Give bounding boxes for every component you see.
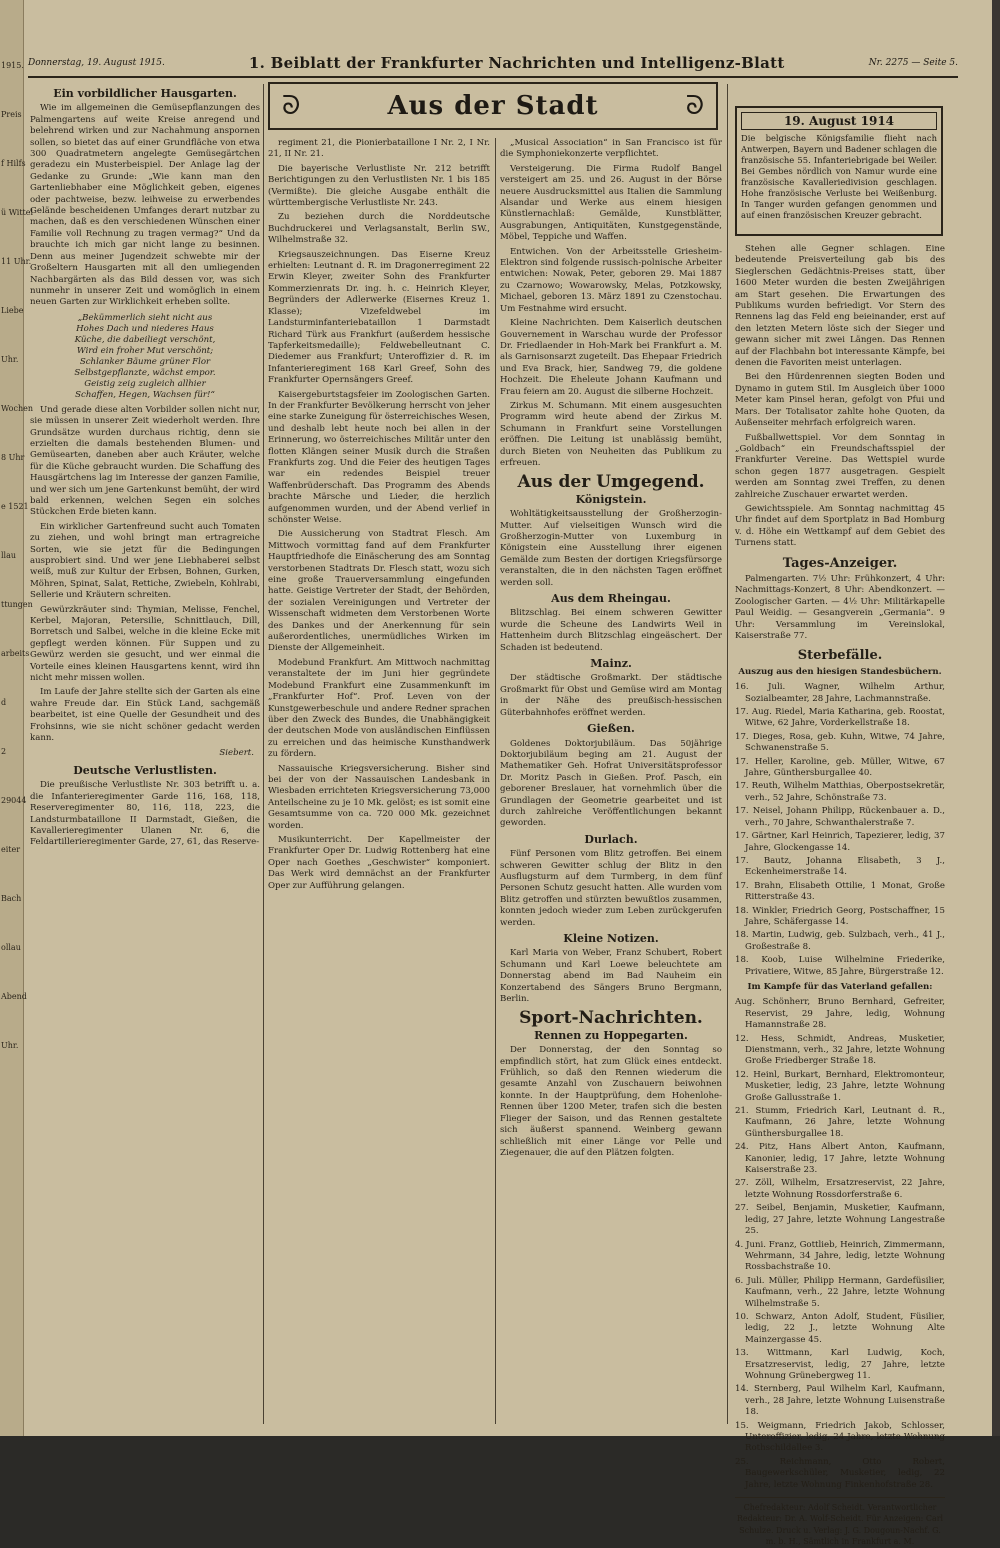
paragraph: Der Donnerstag, der den Sonntag so empfindlich stört, hat zum Glück eines entdeckt. Frühlich, so daß den Rennen wiederum die gesamte Anzahl von Zuschauern beiwohnen konnte. In der Hauptprüfung, dem Hohenlohe-Rennen über 1200 Meter, trafen sich die besten Flieger der Saison, und das Rennen gestaltete sich äußerst spannend. Weinberg gewann schließlich mit einer Länge vor Pelle und Ziegenauer, die auf den Plätzen folgten. — [500, 1045, 722, 1158]
subheading: Gießen. — [587, 722, 635, 736]
paragraph: Wohltätigkeitsausstellung der Großherzogin-Mutter. Auf vielseitigen Wunsch wird die Großherzogin-Mutter von Luxemburg in Königstein eine Ausstellung ihrer eigenen Gemälde zum Besten der dortigen Kriegsfürsorge veranstalten, die in den nächsten Tagen eröffnet werden soll. — [500, 509, 722, 588]
list-item: 12. Heinl, Burkart, Bernhard, Elektromonteur, Musketier, ledig, 23 Jahre, letzte Wohnung Große Gallusstraße 1. — [735, 1069, 945, 1103]
list-item: 17. Gärtner, Karl Heinrich, Tapezierer, ledig, 37 Jahre, Glockengasse 14. — [735, 831, 945, 853]
list-item: 27. Zöll, Wilhelm, Ersatzreservist, 22 Jahre, letzte Wohnung Rossdorferstraße 6. — [735, 1178, 945, 1200]
paragraph: Im Laufe der Jahre stellte sich der Garten als eine wahre Freude dar. Ein Stück Land, sachgemäß bearbeitet, ist eine Quelle der Gesundheit und des Frohsinns, wie sie nicht schöner gedacht werden kann. — [30, 687, 260, 744]
paragraph: Gewichtsspiele. Am Sonntag nachmittag 45 Uhr findet auf dem Sportplatz in Bad Homburg v. d. Höhe ein Wettkampf auf dem Gebiet des Turnens statt. — [735, 503, 945, 549]
list-item: Aug. Schönherr, Bruno Bernhard, Gefreiter, Reservist, 29 Jahre, ledig, Wohnung Hamannstraße 28. — [735, 997, 945, 1031]
page-header — [28, 50, 958, 78]
strip-text: 2 — [1, 747, 7, 756]
anniversary-date: 19. August 1914 — [741, 112, 937, 130]
paragraph: Ein wirklicher Gartenfreund sucht auch Tomaten zu ziehen, und wohl bringt man ertragreiche Sorten, wie sie jetzt für die Bedingungen ausprobiert sind. Und wer jene Liebhaberei selbst weiß, muß zur Kultur der Erbsen, Bohnen, Gurken, Möhren, Spinat, Salat, Rettiche, Zwiebeln, Kohlrabi, Sellerie und Kräutern schreiten. — [30, 521, 260, 601]
list-item: 15. Weigmann, Friedrich Jakob, Schlosser, Unteroffizier, ledig, 24 Jahre, letzte Wohnung Rothschildallee 3. — [735, 1420, 945, 1454]
paragraph: Karl Maria von Weber, Franz Schubert, Robert Schumann und Karl Loewe beleuchtete am Donnerstag abend im Bad Nauheim ein Konzertabend des Sängers Bruno Bergmann, Berlin. — [500, 948, 722, 1005]
anniversary-text: Die belgische Königsfamilie flieht nach Antwerpen, Bayern und Badener schlagen die französische 55. Infanteriebrigade bei Weiler. Bei Gembes nördlich von Namur wurde eine französische Kavalleriedivision geschlagen. Hohe französische Verluste bei Weißenburg. In Tanger wurden gefangen genommen und auf einen französischen Kreuzer gebracht. — [741, 133, 937, 220]
strip-text: eiter — [1, 845, 21, 854]
page-edge — [992, 0, 1000, 1436]
list-item: 21. Stumm, Friedrich Karl, Leutnant d. R., Kaufmann, 26 Jahre, letzte Wohnung Günthersburgallee 18. — [735, 1106, 945, 1139]
strip-text: f Hilfs — [1, 159, 26, 168]
anniversary-box — [735, 106, 943, 236]
column-4 — [735, 244, 945, 1547]
list-item: 6. Juli. Müller, Philipp Hermann, Gardefüsilier, Kaufmann, verh., 22 Jahre, letzte Wohnung Wilhelmstraße 5. — [735, 1275, 945, 1309]
list-item: 18. Martin, Ludwig, geb. Sulzbach, verh., 41 J., Großestraße 8. — [735, 930, 945, 952]
list-item: 17. Reuth, Wilhelm Matthias, Oberpostsekretär, verh., 52 Jahre, Schönstraße 73. — [735, 781, 945, 803]
ornament-icon: ᘐ — [282, 90, 301, 121]
poem — [30, 313, 260, 401]
list-item: 10. Schwarz, Anton Adolf, Student, Füsilier, ledig, 22 J., letzte Wohnung Alte Mainzergasse 45. — [735, 1311, 945, 1345]
strip-text: Bach — [1, 894, 22, 903]
section-banner — [268, 82, 718, 130]
list-item: 17. Heller, Karoline, geb. Müller, Witwe, 67 Jahre, Günthersburgallee 40. — [735, 756, 945, 779]
paragraph: Der städtische Großmarkt. Der städtische Großmarkt für Obst und Gemüse wird am Montag in der Nähe des preußisch-hessischen Güterbahnhofes eröffnet werden. — [500, 673, 722, 718]
poem-line: Schlanker Bäume grüner Flor — [79, 356, 211, 367]
list-item: 18. Koob, Luise Wilhelmine Friederike, Privatiere, Witwe, 85 Jahre, Bürgerstraße 12. — [735, 955, 945, 977]
poem-line: Selbstgepflanzte, wächst empor. — [74, 367, 216, 378]
subheading: Durlach. — [584, 832, 638, 846]
strip-text: Uhr. — [1, 355, 19, 364]
fallen-list — [735, 997, 945, 1491]
death-list — [735, 682, 945, 978]
paragraph: Die bayerische Verlustliste Nr. 212 betrifft Berichtigungen zu den Verlustlisten Nr. 1 bis 185 (Vermißte). Die gleiche Ausgabe enthält die württembergische Verlustliste Nr. 243. — [268, 163, 490, 209]
header-date: Donnerstag, 19. August 1915. — [28, 58, 165, 68]
paragraph: Nassauische Kriegsversicherung. Bisher sind bei der von der Nassauischen Landesbank in Wiesbaden errichteten Kriegsversicherung 73,000 Anteilscheine zu je 10 Mk. gelöst; es ist somit eine Gesamtsumme von ca. 720 000 Mk. gezeichnet worden. — [268, 763, 490, 831]
list-item: 14. Sternberg, Paul Wilhelm Karl, Kaufmann, verh., 28 Jahre, letzte Wohnung Luisenstraße 18. — [735, 1384, 945, 1418]
list-item: 17. Bautz, Johanna Elisabeth, 3 J., Eckenheimerstraße 14. — [735, 855, 945, 878]
list-item: 25. Reichmann, Otto Robert, Baugewerkschüler, Musketier, ledig, 22 Jahre, letzte Wohnung Finkenhofstraße 28. — [735, 1456, 945, 1490]
ornament-icon: ᘐ — [685, 90, 704, 121]
header-page-number: Nr. 2275 — Seite 5. — [868, 58, 958, 68]
section-heading: Sport-Nachrichten. — [519, 1008, 703, 1029]
strip-text: 1915. — [1, 61, 24, 70]
subheading: Rennen zu Hoppegarten. — [534, 1028, 688, 1042]
strip-text: ttungen — [1, 600, 33, 609]
strip-text: 8 Uhr — [1, 453, 25, 462]
strip-text: ollau — [1, 943, 21, 952]
paragraph: Kleine Nachrichten. Dem Kaiserlich deutschen Gouvernement in Warschau wurde der Professor Dr. Friedlaender in Hoh-Mark bei Frankfurt a. M. als Garnisonsarzt zugeteilt. Das Ehepaar Friedrich und Eva Brack, hier, Sandweg 79, die goldene Hochzeit. Die Eheleute Johann Kaufmann und Frau feiern am 20. August die silberne Hochzeit. — [500, 318, 722, 397]
strip-text: Liebe — [1, 306, 24, 315]
poem-line: Hohes Dach und niederes Haus — [76, 323, 214, 334]
strip-text: e 1521 — [1, 502, 29, 511]
strip-text: d — [1, 698, 7, 707]
paragraph: Wie im allgemeinen die Gemüsepflanzungen des Palmengartens auf weite Kreise anregend und belehrend wirken und zur Nachahmung anspornen sollen, so bietet das auf einer Grundfläche von etwa 300 Quadratmetern angelegte Gemüsegärtchen geradezu ein Musterbeispiel. Der Anlage lag der Gedanke zu Grunde: „Wie kann man den Gartenliebhaber eine Möglichkeit geben, eigenes oder pachtweise, bezw. leihweise zu erwerbendes Gelände bescheidenen Umfanges derart nutzbar zu machen, daß es den verschiedenen Wünschen einer Familie voll Rechnung zu tragen vermag?“ Und da brauchte ich mich gar nicht lange zu besinnen. Denn aus meiner Jugendzeit schwebte mir der Großeltern Hausgarten mit all den umliegenden Nachbargärten als das Bild dessen vor, was sich nunmehr in unserer Zeit und womöglich in einem neuen Garten zur Wirklichkeit erheben sollte. — [30, 103, 260, 308]
list-item: 13. Wittmann, Karl Ludwig, Koch, Ersatzreservist, ledig, 27 Jahre, letzte Wohnung Grünebergweg 11. — [735, 1348, 945, 1381]
paragraph: Versteigerung. Die Firma Rudolf Bangel versteigert am 25. und 26. August in der Börse neuere Ausdrucksmittel aus Italien die Sammlung Alsandar und Werke aus einem hiesigen Künstlernachlaß: Gemälde, Kunstblätter, Ausgrabungen, Antiquitäten, Kunstgegenstände, Möbel, Teppiche und Waffen. — [500, 163, 722, 243]
article-heading: Ein vorbildlicher Hausgarten. — [53, 87, 237, 100]
paragraph: Fünf Personen vom Blitz getroffen. Bei einem schweren Gewitter schlug der Blitz in den Ausflugsturm auf dem Turmberg, in dem fünf Personen Schutz gesucht hatten. Alle wurden vom Blitz getroffen und stürzten bewußtlos zusammen, konnten jedoch wieder zum Leben zurückgerufen werden. — [500, 849, 722, 928]
column-2 — [268, 138, 490, 1424]
paragraph: Bei den Hürdenrennen siegten Boden und Dynamo in gutem Stil. Im Ausgleich über 1000 Meter kam Pinsel heran, gefolgt von Pfui und Mars. Der Totalisator zahlte hohe Quoten, da Außenseiter mehrfach erfolgreich waren. — [735, 372, 945, 429]
adjacent-page-strip — [0, 0, 34, 1436]
subheading: Kleine Notizen. — [563, 932, 659, 945]
strip-text: llau — [1, 551, 17, 560]
poem-line: Wird ein froher Mut verschönt; — [76, 345, 214, 356]
header-title: 1. Beiblatt der Frankfurter Nachrichten und Intelligenz-Blatt — [248, 54, 785, 72]
subheading: Auszug aus den hiesigen Standesbüchern. — [738, 666, 942, 677]
strip-text: ü Wittel — [1, 208, 34, 217]
column-rule — [727, 84, 728, 1424]
paragraph: Die Aussicherung von Stadtrat Flesch. Am Mittwoch vormittag fand auf dem Frankfurter Hauptfriedhofe die Einäscherung des am Sonntag verstorbenen Stadtrats Dr. Flesch statt, wozu sich eine große Trauerversammlung eingefunden hatte. Geistige Vertreter der Stadt, der Behörden, der sozialen Vereinigungen und Vertreter der Wissenschaft widmeten dem Verstorbenen Worte des Dankes und der Anerkennung für sein außerordentliches, unermüdliches Wirken im Dienste der Allgemeinheit. — [268, 529, 490, 654]
paragraph: Die preußische Verlustliste Nr. 303 betrifft u. a. die Infanterieregimenter Garde 116, 168, 118, Reserveregimenter 80, 116, 118, 223, die Landsturmbataillone II Darmstadt, Gießen, die Kavallerieregimenter Ulanen Nr. 6, die Feldartillerieregimenter Garde, 27, 61, das Reserve- — [30, 780, 260, 848]
paragraph: Und gerade diese alten Vorbilder sollen nicht nur, sie müssen in unserer Zeit wiederholt werden. Ihre Grundsätze wurden durchaus richtig, denn sie erzielten die damals bestehenden Blumen- und Gemüsearten, daneben aber auch Kräuter, welche für die Küche gebraucht wurden. Die Schaffung des Hausgärtchens lag im Interesse der ganzen Familie, und wer sich um jene Gartenkunst bemüht, der wird bald erkennen, welchen Segen ein solches Stückchen Erde bieten kann. — [30, 404, 260, 518]
paragraph: „Musical Association“ in San Francisco ist für die Symphoniekonzerte verpflichtet. — [500, 138, 722, 160]
subheading: Königstein. — [575, 492, 647, 506]
strip-text: arbeits — [1, 649, 30, 658]
list-item: 12. Hess, Schmidt, Andreas, Musketier, Dienstmann, verh., 32 Jahre, letzte Wohnung Große Friedberger Straße 18. — [735, 1033, 945, 1067]
paragraph: Musikunterricht. Der Kapellmeister der Frankfurter Oper Dr. Ludwig Rottenberg hat eine Oper nach Goethes „Geschwister“ komponiert. Das Werk wird demnächst an der Frankfurter Oper zur Aufführung gelangen. — [268, 834, 490, 891]
strip-text: Preis — [1, 110, 22, 119]
column-rule — [263, 84, 264, 1424]
paragraph: Zirkus M. Schumann. Mit einem ausgesuchten Programm wird heute abend der Zirkus M. Schumann in Frankfurt seine Vorstellungen eröffnen. Die Leitung ist unablässig bemüht, durch Bieten von Neuheiten das Publikum zu erfreuen. — [500, 400, 722, 468]
column-3 — [500, 138, 722, 1424]
list-item: 4. Juni. Franz, Gottlieb, Heinrich, Zimmermann, Wehrmann, 34 Jahre, ledig, letzte Wohnung Rossbachstraße 10. — [735, 1239, 945, 1273]
paragraph: Gewürzkräuter sind: Thymian, Melisse, Fenchel, Kerbel, Majoran, Petersilie, Schnittlauch, Dill, Borretsch und Salbei, welche in die kleine Ecke mit gepflegt werden können. Für Suppen und zu Gewürz werden sie gesucht, und wer einmal die Vorteile eines kleinen Hausgartens kennt, wird ihn nicht mehr missen wollen. — [30, 604, 260, 684]
paragraph: Fußballwettspiel. Vor dem Sonntag in „Goldbach“ ein Freundschaftsspiel der Frankfurter Vereine. Das Wettspiel wurde schon gegen 1877 ausgetragen. Gespielt werden am Sonntag zwei Treffen, zu denen zahlreiche Zuschauer erwartet werden. — [735, 432, 945, 500]
subheading: Im Kampfe für das Vaterland gefallen: — [747, 981, 933, 992]
paragraph: regiment 21, die Pionierbataillone I Nr. 2, I Nr. 21, II Nr. 21. — [268, 138, 490, 160]
list-item: 17. Brahn, Elisabeth Ottilie, 1 Monat, Große Ritterstraße 43. — [735, 880, 945, 903]
paragraph: Stehen alle Gegner schlagen. Eine bedeutende Preisverteilung gab bis des Sieglerschen Gedächtnis-Preises statt, über 1600 Meter wurden die besten Zweijährigen am Start gesehen. Die Erwartungen des Publikums wurden befriedigt. Vor Stern des Rennens lag das Feld eng beieinander, erst auf den letzten Metern löste sich der Sieger und gewann sicher mit zwei Längen. Das Rennen auf der Flachbahn bot interessante Kämpfe, bei denen die Favoriten meist unterlagen. — [735, 244, 945, 369]
paragraph: Entwichen. Von der Arbeitsstelle Griesheim-Elektron sind folgende russisch-polnische Arbeiter entwichen: Nowak, Peter, geboren 29. Mai 1887 zu Czarnowo; Wowarowsky, Melas, Potzkowsky, Michael, geboren 13. März 1891 zu Czenstochau. Um Festnahme wird ersucht. — [500, 246, 722, 314]
section-heading: Sterbefälle. — [797, 648, 883, 664]
paragraph: Goldenes Doktorjubiläum. Das 50jährige Doktorjubiläum beging am 21. August der Mathematiker Geh. Hofrat Universitätsprofessor Dr. Moritz Pasch in Gießen. Prof. Pasch, ein geborener Breslauer, hat vornehmlich über die Grundlagen der Geometrie gearbeitet und ist durch zahlreiche Veröffentlichungen bekannt geworden. — [500, 738, 722, 829]
list-item: 17. Neisel, Johann Philipp, Rückenbauer a. D., verh., 70 Jahre, Schwanthalerstraße 7. — [735, 806, 945, 828]
paragraph: Palmengarten. 7½ Uhr: Frühkonzert, 4 Uhr: Nachmittags-Konzert, 8 Uhr: Abendkonzert. — Zoologischer Garten. — 4½ Uhr: Militärkapelle Paul Weidig. — Gesangverein „Germania“. 9 Uhr: Versammlung im Vereinslokal, Kaiserstraße 77. — [735, 573, 945, 641]
section-title: Aus der Stadt — [387, 91, 599, 121]
strip-text: 29044 — [1, 796, 27, 805]
list-item: 27. Seibel, Benjamin, Musketier, Kaufmann, ledig, 27 Jahre, letzte Wohnung Langestraße 25. — [735, 1203, 945, 1237]
poem-line: „Bekümmerlich sieht nicht aus — [77, 312, 213, 323]
section-heading: Tages-Anzeiger. — [782, 555, 898, 571]
section-heading: Aus der Umgegend. — [517, 472, 705, 493]
article-heading: Deutsche Verlustlisten. — [73, 763, 217, 777]
subheading: Aus dem Rheingau. — [551, 592, 671, 606]
paragraph: Modebund Frankfurt. Am Mittwoch nachmittag veranstaltete der im Juni hier gegründete Modebund Frankfurt eine Zusammenkunft im „Frankfurter Hof“. Prof. Leven von der Kunstgewerbeschule und andere Redner sprachen über den Zweck des Bundes, die Unabhängigkeit der deutschen Mode von ausländischen Einflüssen zu erreichen und das heimische Kunsthandwerk zu fördern. — [268, 657, 490, 760]
subheading: Mainz. — [590, 657, 632, 671]
paragraph: Zu beziehen durch die Norddeutsche Buchdruckerei und Verlagsanstalt, Berlin SW., Wilhelmstraße 32. — [268, 212, 490, 246]
poem-line: Geistig zeig zugleich allhier — [84, 378, 206, 389]
strip-text: Wochen — [1, 404, 34, 413]
list-item: 17. Aug. Riedel, Maria Katharina, geb. Roostat, Witwe, 62 Jahre, Vorderkellstraße 18. — [735, 707, 945, 729]
column-1 — [30, 84, 260, 1424]
list-item: 16. Juli. Wagner, Wilhelm Arthur, Sozialbeamter, 28 Jahre, Lachmannstraße. — [735, 682, 945, 704]
author-signature: Siebert. — [219, 747, 254, 758]
imprint: Chefredakteur: Adolf Scheidt. Verantwortlicher Redakteur: Dr. A. Wolf-Scheidt. Für Anzeigen: Carl Schulze. Druck u. Verlag: J. G. Dougoun-Nachf. G. m. b. H., Sämtlich in Frankfurt a. M. — [735, 1497, 945, 1548]
strip-text: Abend — [1, 992, 27, 1001]
strip-text: Uhr. — [1, 1041, 19, 1050]
paragraph: Blitzschlag. Bei einem schweren Gewitter wurde die Scheune des Landwirts Weil in Hattenheim durch Blitzschlag eingeäschert. Der Schaden ist bedeutend. — [500, 608, 722, 653]
column-rule — [495, 138, 496, 1424]
list-item: 17. Dieges, Rosa, geb. Kuhn, Witwe, 74 Jahre, Schwanenstraße 5. — [735, 731, 945, 754]
list-item: 18. Winkler, Friedrich Georg, Postschaffner, 15 Jahre, Schäfergasse 14. — [735, 905, 945, 927]
list-item: 24. Pitz, Hans Albert Anton, Kaufmann, Kanonier, ledig, 17 Jahre, letzte Wohnung Kaiserstraße 23. — [735, 1142, 945, 1176]
strip-text: 11 Uhr. — [1, 257, 32, 266]
poem-line: Schaffen, Hegen, Wachsen für!“ — [75, 389, 215, 400]
poem-line: Küche, die dabeiliegt verschönt, — [74, 334, 216, 345]
paragraph: Kaisergeburtstagsfeier im Zoologischen Garten. In der Frankfurter Bevölkerung herrscht von jeher eine starke Zuneigung für österreichisches Wesen, und deshalb lebt heute noch bei allen in der Erinnerung, wo österreichisches Militär unter den flotten Klängen seiner Musik durch die Straßen Frankfurts zog. Und die Feier des heutigen Tages war ein redendes Beispiel treuer Waffenbrüderschaft. Das Programm des Abends brachte Märsche und Lieder, die herzlich aufgenommen wurden, und der Abend verlief in schönster Weise. — [268, 389, 490, 525]
paragraph: Kriegsauszeichnungen. Das Eiserne Kreuz erhielten: Leutnant d. R. im Dragonerregiment 22 Erwin Kleyer, zweiter Sohn des Frankfurter Kommerzienrats Dr. ing. h. c. Heinrich Kleyer, Begründers der Adlerwerke (Eisernes Kreuz 1. Klasse); Vizefeldwebel im Landsturminfanteriebataillon 1 Darmstadt Richard Türk aus Frankfurt (außerdem hessische Tapferkeitsmedaille); Feldwebelleutnant C. Diedemer aus Frankfurt; Unteroffizier d. R. im Infanterieregiment 168 Karl Greef, Sohn des Frankfurter Opernsängers Greef. — [268, 249, 490, 386]
